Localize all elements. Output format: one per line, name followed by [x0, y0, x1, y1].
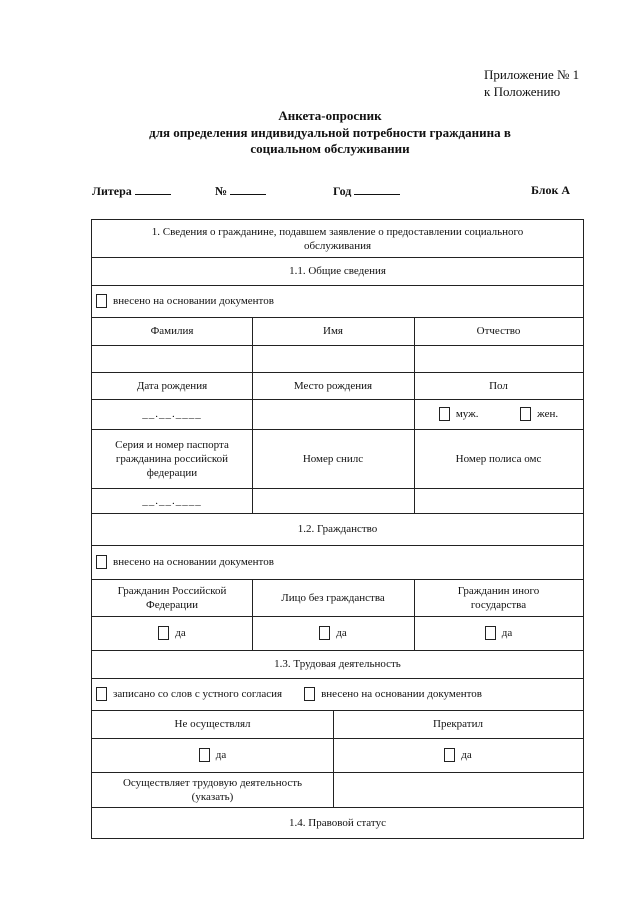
name-input[interactable] — [252, 345, 414, 372]
stateless-header: Лицо без гражданства — [281, 591, 385, 604]
section-1-3-title: 1.3. Трудовая деятельность — [274, 658, 401, 670]
stateless-option[interactable] — [252, 616, 414, 650]
name-header: Имя — [323, 325, 343, 337]
foreign-citizen-header — [414, 579, 583, 616]
rf-citizen-header-line-1: Гражданин Российской — [117, 584, 227, 597]
sex-female-label: жен. — [537, 407, 559, 420]
stateless-yes-label: да — [336, 627, 347, 639]
snils-header: Номер снилс — [302, 452, 364, 465]
rf-citizen-header — [92, 579, 252, 616]
year-label: Год — [333, 184, 352, 198]
number-field[interactable] — [215, 183, 266, 199]
working-header-line-2: (указать) — [191, 790, 234, 803]
sex-male-checkbox[interactable] — [439, 407, 450, 421]
form-subtitle-1: для определения индивидуальной потребности гражданина в — [149, 125, 511, 140]
stopped-yes-label: да — [461, 749, 472, 761]
sex-female-option[interactable] — [520, 407, 558, 421]
rf-citizen-yes-label: да — [175, 627, 186, 639]
labor-docs-label: внесено на основании документов — [321, 688, 482, 700]
section-1-4-title: 1.4. Правовой статус — [289, 816, 386, 829]
section-1-2-title: 1.2. Гражданство — [297, 523, 378, 535]
litera-line[interactable] — [135, 183, 171, 195]
number-label: № — [215, 184, 228, 198]
number-line[interactable] — [230, 183, 266, 195]
patronymic-input[interactable] — [414, 345, 583, 372]
citizenship-source-checkbox[interactable] — [96, 555, 107, 569]
stopped-checkbox[interactable] — [444, 748, 455, 762]
working-header — [92, 772, 333, 807]
section-1-header-line-1: 1. Сведения о гражданине, подавшем заявление о предоставлении социального — [151, 225, 524, 238]
passport-header-line-1: Серия и номер паспорта — [115, 438, 229, 451]
rf-citizen-header-line-2: Федерации — [146, 598, 198, 611]
section-1-1-title: 1.1. Общие сведения — [289, 265, 386, 277]
passport-header-line-3: федерации — [146, 466, 198, 479]
rf-citizen-checkbox[interactable] — [158, 626, 169, 640]
rf-citizen-option[interactable] — [92, 616, 252, 650]
appendix-note — [484, 66, 579, 100]
not-working-option[interactable] — [92, 738, 333, 772]
stopped-option[interactable] — [333, 738, 583, 772]
labor-docs-checkbox[interactable] — [304, 687, 315, 701]
foreign-citizen-header-line-1: Гражданин иного — [457, 584, 540, 597]
birth-date-input[interactable] — [92, 399, 252, 429]
foreign-citizen-option[interactable] — [414, 616, 583, 650]
birth-place-header: Место рождения — [293, 379, 373, 392]
sex-female-checkbox[interactable] — [520, 407, 531, 421]
section-1-header-line-2: обслуживания — [303, 239, 372, 252]
year-line[interactable] — [354, 183, 400, 195]
form-title: Анкета-опросник — [278, 108, 382, 123]
labor-source-row — [92, 678, 583, 710]
birth-date-header: Дата рождения — [136, 379, 208, 392]
snils-input[interactable] — [252, 488, 414, 513]
working-details-input[interactable] — [333, 772, 583, 807]
form-subtitle-2: социальном обслуживании — [250, 141, 410, 156]
labor-oral-label: записано со слов с устного согласия — [113, 688, 283, 700]
patronymic-header: Отчество — [476, 325, 521, 337]
sex-header: Пол — [489, 379, 508, 392]
foreign-citizen-yes-label: да — [501, 627, 513, 639]
general-source-row — [92, 285, 583, 317]
working-header-line-1: Осуществляет трудовую деятельность — [122, 776, 303, 789]
sex-options — [414, 399, 583, 429]
sex-male-label: муж. — [455, 407, 479, 420]
labor-oral-checkbox[interactable] — [96, 687, 107, 701]
surname-input[interactable] — [92, 345, 252, 372]
birth-date-placeholder: __.__.____ — [142, 408, 202, 420]
litera-label: Литера — [92, 184, 132, 198]
citizenship-source-label: внесено на основании документов — [113, 556, 274, 568]
questionnaire-table — [91, 219, 584, 839]
passport-header-line-2: гражданина российской — [115, 452, 229, 465]
not-working-header: Не осуществлял — [174, 718, 251, 730]
year-field[interactable] — [333, 183, 400, 199]
stateless-checkbox[interactable] — [319, 626, 330, 640]
not-working-checkbox[interactable] — [199, 748, 210, 762]
block-label: Блок А — [531, 183, 571, 197]
stopped-header: Прекратил — [433, 718, 483, 730]
citizenship-source-row — [92, 545, 583, 579]
foreign-citizen-header-line-2: государства — [470, 598, 527, 611]
appendix-number: Приложение № 1 — [484, 67, 580, 82]
passport-header — [92, 429, 252, 488]
oms-header: Номер полиса омс — [455, 452, 542, 465]
birth-place-input[interactable] — [252, 399, 414, 429]
passport-input[interactable] — [92, 488, 252, 513]
foreign-citizen-checkbox[interactable] — [485, 626, 496, 640]
general-source-checkbox[interactable] — [96, 294, 107, 308]
not-working-yes-label: да — [215, 749, 227, 761]
section-1-header — [92, 220, 583, 257]
oms-input[interactable] — [414, 488, 583, 513]
passport-date-placeholder: __.__.____ — [142, 494, 202, 507]
appendix-reference: к Положению — [484, 84, 561, 99]
litera-field[interactable] — [92, 183, 171, 199]
surname-header: Фамилия — [150, 325, 194, 337]
general-source-label: внесено на основании документов — [113, 295, 274, 307]
sex-male-option[interactable] — [439, 407, 479, 421]
